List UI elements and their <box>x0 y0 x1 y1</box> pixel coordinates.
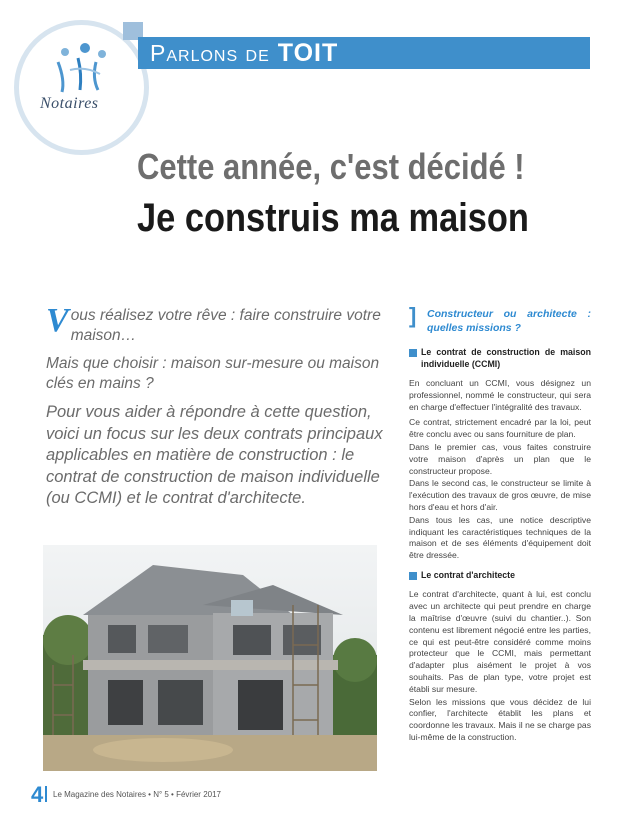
section-strong: TOIT <box>277 38 339 67</box>
architecte-paragraph: Selon les missions que vous décidez de lui confier, l'architecte établit les plans et coordonne les travaux. Mais il ne se charge pas lui-même de la construction. <box>409 696 592 743</box>
title-line-2: Je construis ma maison <box>137 196 529 240</box>
ccmi-paragraph: Ce contrat, strictement encadré par la loi, peut être conclu avec ou sans fourniture de plan. <box>409 417 591 440</box>
sidebar-column <box>409 303 592 744</box>
subheading-architecte-text: Le contrat d'architecte <box>421 569 515 580</box>
intro-block <box>46 302 391 519</box>
logo-text: Notaires <box>40 95 99 112</box>
intro-paragraph-2: Mais que choisir : maison sur-mesure ou maison clés en mains ? <box>46 355 380 392</box>
subheading-ccmi <box>409 347 591 370</box>
intro-paragraph-3: Pour vous aider à répondre à cette question, voici un focus sur les deux contrats principaux applicables en matière de construction : le contrat de construction de maison individuelle (ou CCMI) et le contrat d'architecte. <box>46 403 383 507</box>
ccmi-paragraph: Dans le second cas, le constructeur se limite à l'exécution des travaux de gros œuvre, de mise hors d'eau et hors d'air. <box>409 478 591 512</box>
intro-p1-text: ous réalisez votre rêve : faire construire votre maison… <box>70 307 381 344</box>
title-line-1: Cette année, c'est décidé ! <box>137 146 525 187</box>
square-bullet-icon <box>409 572 417 580</box>
subheading-ccmi-text: Le contrat de construction de maison individuelle (CCMI) <box>421 347 591 369</box>
ccmi-paragraph: Dans le premier cas, vous faites construire votre maison d'après un plan que le constructeur propose. <box>409 441 591 476</box>
section-banner <box>138 37 590 69</box>
footer-text: Le Magazine des Notaires • N° 5 • Février 2017 <box>53 790 221 799</box>
sidebar-section-title: Constructeur ou architecte : quelles missions ? <box>427 308 591 334</box>
house-construction-photo <box>43 545 377 771</box>
footer-divider <box>45 786 47 802</box>
page-number: 4 <box>31 782 44 807</box>
ccmi-paragraph: En concluant un CCMI, vous désignez un professionnel, nommé le constructeur, qui sera en charge d'effectuer l'intégralité des travaux. <box>409 378 591 412</box>
dropcap: V <box>46 302 69 339</box>
square-bullet-icon <box>409 349 417 357</box>
bracket-icon: ] <box>409 303 417 328</box>
intro-paragraph-1 <box>46 302 391 345</box>
subheading-architecte <box>409 570 591 582</box>
section-prefix: Parlons de <box>150 39 270 66</box>
ccmi-paragraph: Dans tous les cas, une notice descriptive indiquant les caractéristiques techniques de la maison et de ses éléments d'équipement doit être dressée. <box>409 514 591 561</box>
architecte-paragraph: Le contrat d'architecte, quant à lui, est conclu avec un architecte qui peut prendre en charge la maîtrise d'œuvre (suivi du chantier..). Son contenu est librement négocié entre les parties, ce qui est peut-être considéré comme moins protecteur que le CCMI, mais permettant d'adapter plus aisément le projet à vos souhaits. Pas de plan type, votre projet est établi sur mesure. <box>409 589 591 694</box>
